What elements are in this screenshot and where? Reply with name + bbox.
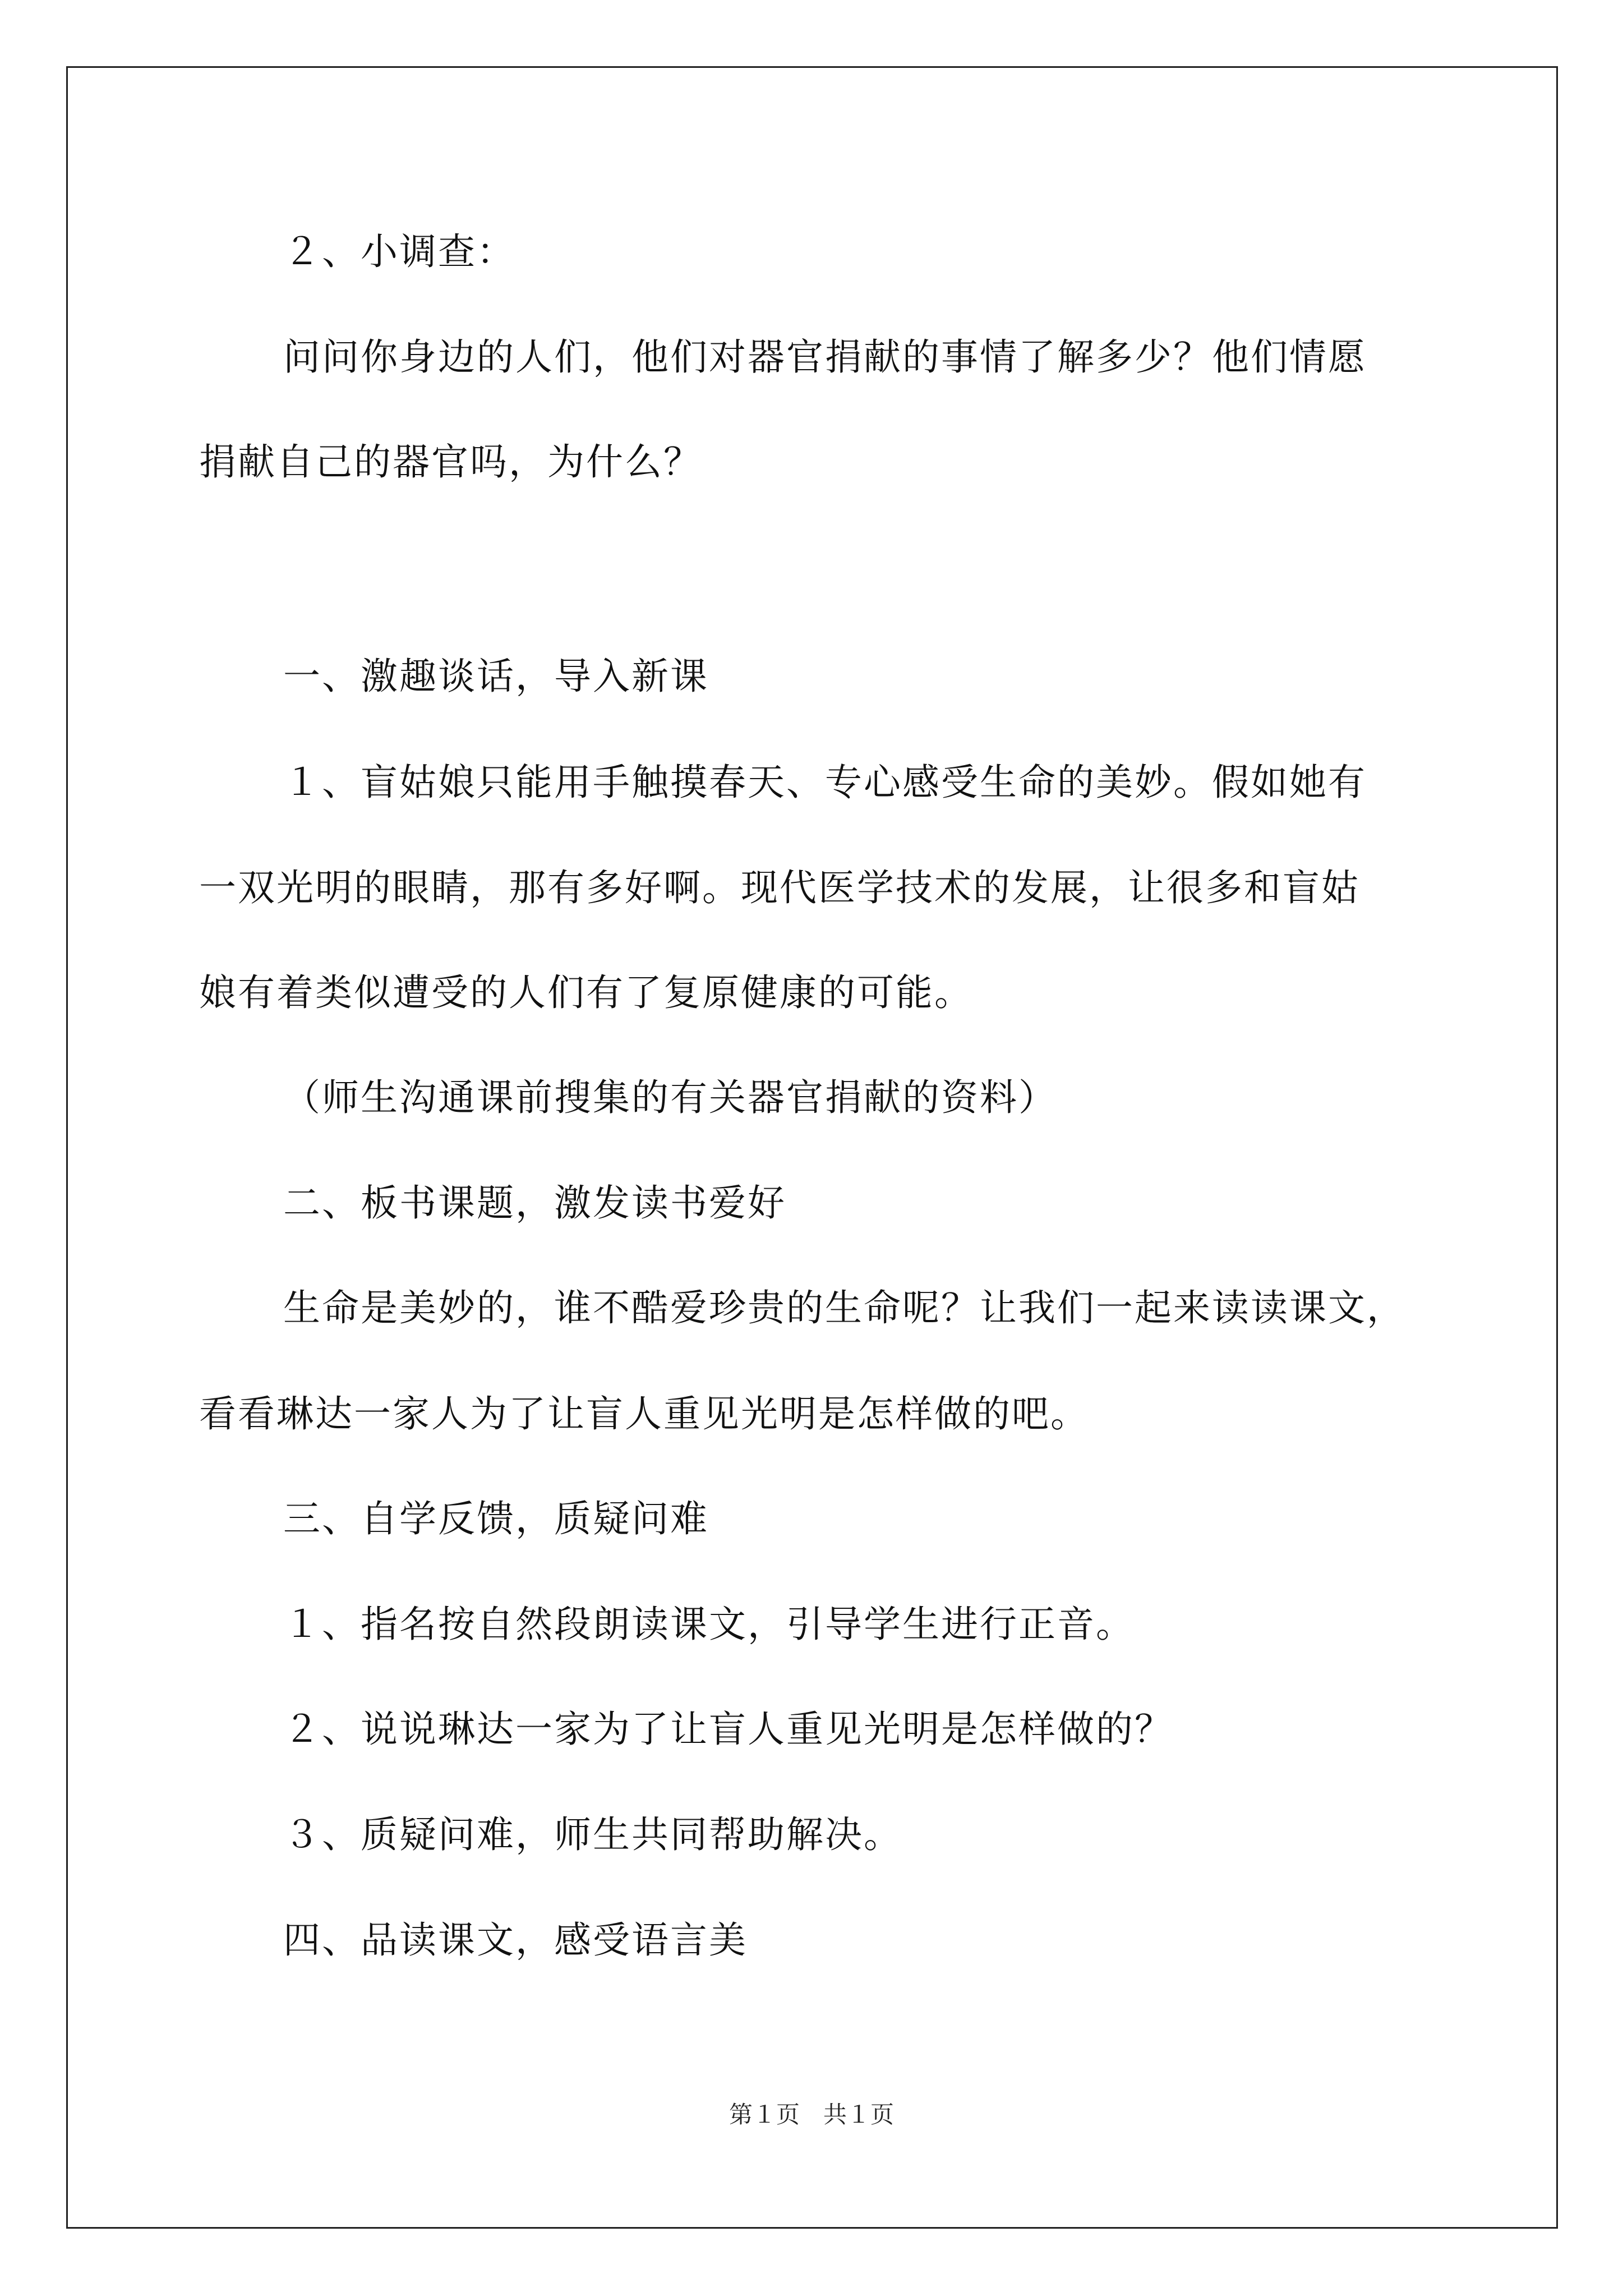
- paragraph-line: 娘有着类似遭受的人们有了复原健康的可能。: [199, 971, 973, 1014]
- paragraph-line: 生命是美妙的，谁不酷爱珍贵的生命呢？让我们一起来读读课文，: [283, 1286, 1405, 1329]
- page-border: [66, 66, 1558, 2229]
- list-item: ２、说说琳达一家为了让盲人重见光明是怎样做的？: [283, 1708, 1173, 1751]
- list-item: １、指名按自然段朗读课文，引导学生进行正音。: [283, 1603, 1135, 1646]
- paragraph-line: 一双光明的眼睛，那有多好啊。现代医学技术的发展，让很多和盲姑: [199, 866, 1360, 909]
- section-heading-4: 四、品读课文，感受语言美: [283, 1918, 748, 1962]
- paragraph-line: （师生沟通课前搜集的有关器官捐献的资料）: [283, 1076, 1057, 1119]
- paragraph-line: 看看琳达一家人为了让盲人重见光明是怎样做的吧。: [199, 1392, 1089, 1435]
- section-heading-1: 一、激趣谈话，导入新课: [283, 655, 709, 698]
- subheading-survey: ２、小调查：: [283, 230, 515, 273]
- section-heading-2: 二、板书课题，激发读书爱好: [283, 1181, 786, 1225]
- paragraph-line: 问问你身边的人们，他们对器官捐献的事情了解多少？他们情愿: [283, 335, 1367, 379]
- page-footer: 第１页 共１页: [728, 2101, 894, 2128]
- section-heading-3: 三、自学反馈，质疑问难: [283, 1497, 709, 1540]
- paragraph-line: １、盲姑娘只能用手触摸春天、专心感受生命的美妙。假如她有: [283, 761, 1367, 804]
- paragraph-line: 捐献自己的器官吗，为什么？: [199, 440, 702, 484]
- list-item: ３、质疑问难，师生共同帮助解决。: [283, 1813, 902, 1856]
